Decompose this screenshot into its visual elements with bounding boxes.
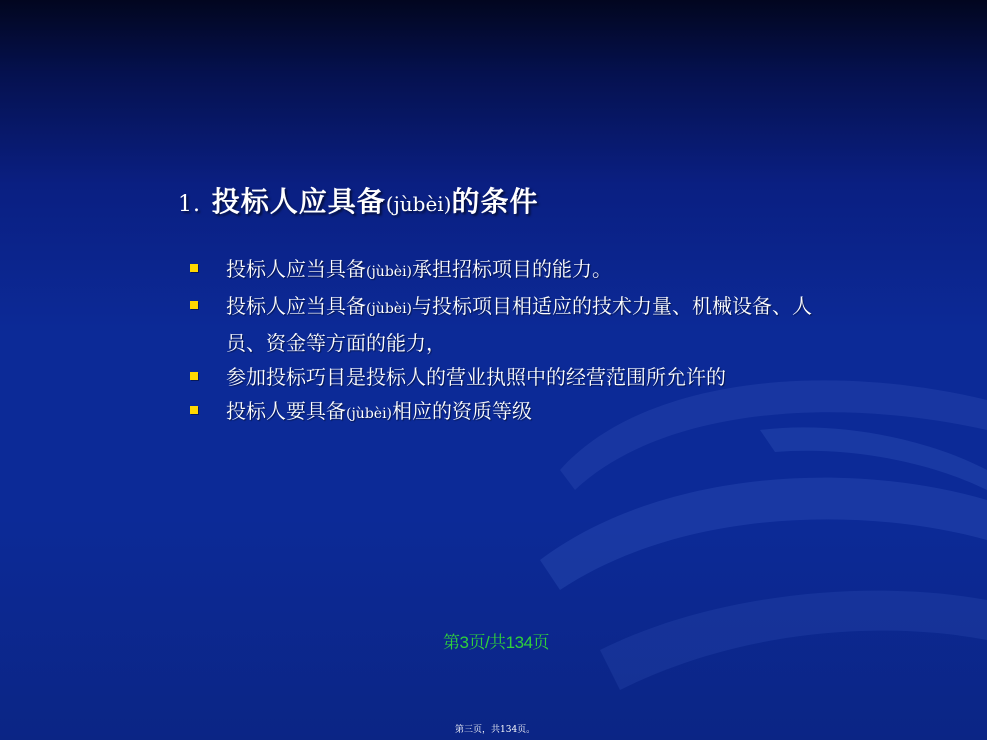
bullet-square-icon — [190, 406, 198, 414]
bullet-square-icon — [190, 264, 198, 272]
footer-page-note: 第三页，共134页。 — [455, 725, 536, 735]
bullet-text-before: 投标人应当具备 — [226, 257, 366, 281]
bullet-item — [186, 289, 836, 360]
bullet-pinyin: (jùbèi) — [366, 301, 413, 317]
bullet-square-icon — [190, 301, 198, 309]
title-text-after: 的条件 — [451, 185, 539, 218]
bullet-item — [186, 394, 836, 431]
bullet-square-icon — [190, 372, 198, 380]
bullet-pinyin: (jùbèi) — [346, 406, 393, 422]
bullet-text-after: 承担招标项目的能力。 — [412, 257, 613, 281]
page-indicator: 第3页/共134页 — [443, 633, 550, 652]
bullet-text-after: 相应的资质等级 — [392, 399, 533, 423]
title-number: 1. — [178, 192, 201, 217]
bullet-pinyin: (jùbèi) — [366, 264, 413, 280]
bullet-item — [186, 252, 836, 289]
title-text-before: 投标人应具备 — [211, 185, 386, 218]
slide-title — [178, 180, 539, 220]
title-pinyin: (jùbèi) — [385, 192, 452, 216]
bullet-text-after: 与投标项目相适应的技术力量、机械设备、人员、资金等方面的能力， — [226, 294, 813, 355]
bullet-item — [186, 360, 836, 394]
bullet-text-before: 投标人应当具备 — [226, 294, 366, 318]
bullet-text-before: 参加投标巧目是投标人的营业执照中的经营范围所允许的 — [226, 365, 726, 389]
bullet-list — [186, 252, 836, 431]
bullet-text-before: 投标人要具备 — [226, 399, 346, 423]
